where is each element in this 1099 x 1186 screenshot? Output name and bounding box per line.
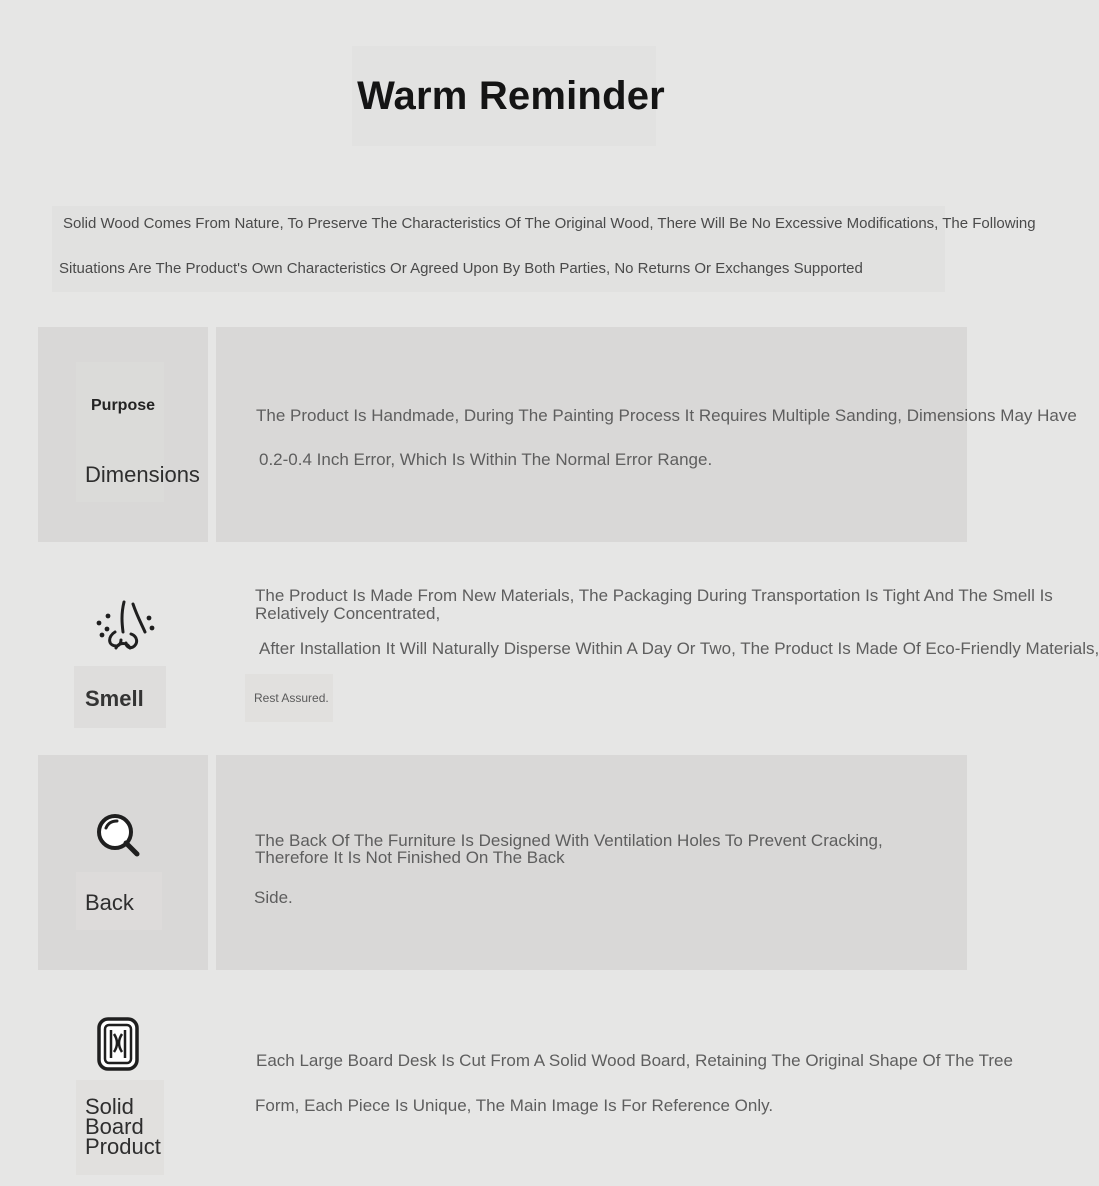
back-text-line-2: Therefore It Is Not Finished On The Back xyxy=(255,848,565,867)
dimensions-label: Dimensions xyxy=(85,462,200,487)
smell-text-line-2: Relatively Concentrated, xyxy=(255,604,441,623)
back-label-panel xyxy=(38,755,208,970)
nose-icon xyxy=(93,598,157,654)
magnifier-icon xyxy=(95,812,141,858)
intro-line-1: Solid Wood Comes From Nature, To Preserve The Characteristics Of The Original Wood, There Will Be No Excessive Modifications, The Following xyxy=(63,215,1036,232)
back-label: Back xyxy=(85,890,134,915)
intro-line-2: Situations Are The Product's Own Characteristics Or Agreed Upon By Both Parties, No Returns Or Exchanges Supported xyxy=(59,260,863,277)
back-text-line-1: The Back Of The Furniture Is Designed With Ventilation Holes To Prevent Cracking, xyxy=(255,831,883,850)
dimensions-content-panel xyxy=(216,327,967,542)
dimensions-label-small: Purpose xyxy=(91,397,156,414)
back-text-line-3: Side. xyxy=(254,888,293,907)
solid-board-text-line-1: Each Large Board Desk Is Cut From A Solid Wood Board, Retaining The Original Shape Of The Tree xyxy=(256,1051,1013,1070)
smell-text-line-4: Rest Assured. xyxy=(254,691,329,705)
wood-board-icon xyxy=(96,1016,140,1072)
solid-board-label-1: Solid xyxy=(85,1094,134,1119)
smell-text-line-3: After Installation It Will Naturally Disperse Within A Day Or Two, The Product Is Made Of Eco-Friendly Materials, xyxy=(259,639,1099,658)
smell-text-line-1: The Product Is Made From New Materials, The Packaging During Transportation Is Tight And The Smell Is xyxy=(255,586,1053,605)
solid-board-label-3: Product xyxy=(85,1134,161,1159)
dimensions-text-line-2: 0.2-0.4 Inch Error, Which Is Within The Normal Error Range. xyxy=(259,450,713,469)
solid-board-label-2: Board xyxy=(85,1114,144,1139)
page-title: Warm Reminder xyxy=(357,74,665,118)
smell-label: Smell xyxy=(85,686,144,711)
solid-board-text-line-2: Form, Each Piece Is Unique, The Main Image Is For Reference Only. xyxy=(255,1096,774,1115)
dimensions-text-line-1: The Product Is Handmade, During The Painting Process It Requires Multiple Sanding, Dimensions May Have xyxy=(256,406,1077,425)
